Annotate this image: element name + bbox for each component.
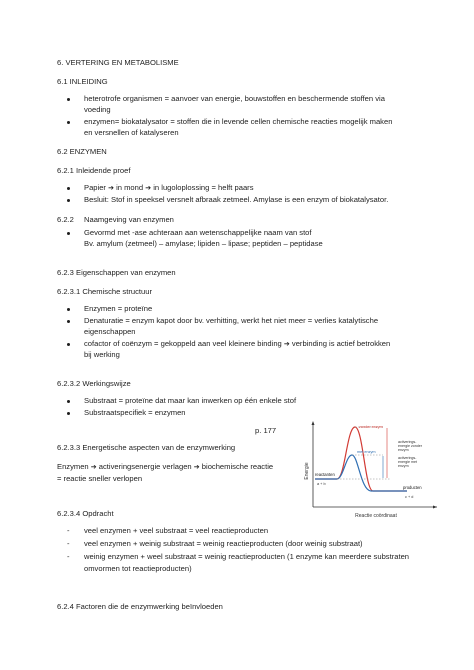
label-activering-met-1: activerings- xyxy=(398,456,417,460)
bullet xyxy=(67,187,70,190)
x-axis-label: Reactie coördinaat xyxy=(355,513,397,519)
list-item-continued: omvormen tot reactieproducten) xyxy=(84,564,192,573)
list-item xyxy=(84,183,254,194)
heading-6-2-2-title: Naamgeving van enzymen xyxy=(84,215,174,224)
label-activering-met-2: energie met xyxy=(398,460,417,464)
paragraph-line: = reactie sneller verlopen xyxy=(57,474,143,483)
list-item-continued: Bv. amylum (zetmeel) – amylase; lipiden – lipase; peptiden – peptidase xyxy=(84,239,323,248)
list-item xyxy=(84,339,390,350)
label-reactanten: reactanten xyxy=(315,472,335,477)
text: in mond xyxy=(116,183,144,192)
bullet xyxy=(67,232,70,235)
list-item: veel enzymen + veel substraat = veel reactieproducten xyxy=(84,526,269,535)
text: verbinding is actief betrokken xyxy=(291,339,391,348)
heading-6-1: 6.1 INLEIDING xyxy=(57,77,108,86)
text: activeringsenergie verlagen xyxy=(98,462,192,471)
list-item: Besluit: Stof in speeksel versnelt afbraak zetmeel. Amylase is een enzym of biokatalysator. xyxy=(84,195,389,204)
bullet xyxy=(67,412,70,415)
label-zonder-enzym: zonder enzym xyxy=(359,425,383,429)
arrow-right-icon: ➔ xyxy=(193,464,200,471)
heading-6-2-1: 6.2.1 Inleidende proef xyxy=(57,166,131,175)
list-item-continued: eigenschappen xyxy=(84,327,136,336)
dash: - xyxy=(67,526,70,535)
energy-diagram xyxy=(299,419,441,523)
bullet xyxy=(67,343,70,346)
list-item-continued: bij werking xyxy=(84,350,120,359)
label-activering-zonder-2: energie zonder xyxy=(398,444,422,448)
heading-6-2: 6.2 ENZYMEN xyxy=(57,147,107,156)
text: Papier xyxy=(84,183,106,192)
arrow-right-icon: ➔ xyxy=(283,341,290,348)
label-c-plus-d: c + d xyxy=(405,495,414,499)
list-item: Denaturatie = enzym kapot door bv. verhitting, werkt het niet meer = verlies katalytische xyxy=(84,316,379,325)
label-activering-zonder-3: enzym xyxy=(398,448,409,452)
page-reference: p. 177 xyxy=(255,426,277,435)
bullet xyxy=(67,320,70,323)
dash: - xyxy=(67,539,70,548)
dash: - xyxy=(67,552,70,561)
label-producten: producten xyxy=(403,485,422,490)
bullet xyxy=(67,121,70,124)
heading-6-2-3-3: 6.2.3.3 Energetische aspecten van de enzymwerking xyxy=(57,443,236,452)
bullet xyxy=(67,308,70,311)
label-a-plus-b: a + b xyxy=(317,482,326,486)
list-item: heterotrofe organismen = aanvoer van energie, bouwstoffen en beschermende stoffen via xyxy=(84,94,385,103)
x-axis-arrowhead xyxy=(433,506,437,509)
heading-6-2-4: 6.2.4 Factoren die de enzymwerking beïnvloeden xyxy=(57,602,223,611)
y-axis-arrowhead xyxy=(312,421,315,425)
list-item-continued: en versnellen of katalyseren xyxy=(84,128,179,137)
curve-zonder-enzym xyxy=(315,427,407,491)
heading-6-2-3-2: 6.2.3.2 Werkingswijze xyxy=(57,379,131,388)
arrow-right-icon: ➔ xyxy=(145,185,152,192)
bullet xyxy=(67,400,70,403)
heading-6-2-3: 6.2.3 Eigenschappen van enzymen xyxy=(57,268,176,277)
label-activering-zonder-1: activerings- xyxy=(398,440,417,444)
list-item: weinig enzymen + weel substraat = weinig reactieproducten (1 enzyme kan meerdere substraten xyxy=(84,552,410,561)
heading-6-2-3-1: 6.2.3.1 Chemische structuur xyxy=(57,287,152,296)
text: biochemische reactie xyxy=(201,462,274,471)
list-item: Gevormd met -ase achteraan aan wetenschappelijke naam van stof xyxy=(84,228,312,237)
arrow-right-icon: ➔ xyxy=(90,464,97,471)
list-item: enzymen= biokatalysator = stoffen die in levende cellen chemische reacties mogelijk maken xyxy=(84,117,393,126)
list-item-continued: voeding xyxy=(84,105,111,114)
label-activering-met-3: enzym xyxy=(398,464,409,468)
bullet xyxy=(67,98,70,101)
list-item: Substraatspecifiek = enzymen xyxy=(84,408,186,417)
arrow-right-icon: ➔ xyxy=(108,185,114,192)
heading-6-2-2-number: 6.2.2 xyxy=(57,215,74,224)
list-item: Enzymen = proteïne xyxy=(84,304,153,313)
paragraph-line xyxy=(57,462,273,473)
list-item: Substraat = proteïne dat maar kan inwerken op één enkele stof xyxy=(84,396,297,405)
heading-6-2-3-4: 6.2.3.4 Opdracht xyxy=(57,509,114,518)
bullet xyxy=(67,199,70,202)
list-item: veel enzymen + weinig substraat = weinig reactieproducten (door weinig substraat) xyxy=(84,539,363,548)
label-met-enzym: met enzym xyxy=(357,450,376,454)
text: in lugoloplossing = helft paars xyxy=(153,183,254,192)
y-axis-label: Energie xyxy=(304,462,310,480)
text: cofactor of coënzym = gekoppeld aan veel kleinere binding xyxy=(84,339,282,348)
heading-6: 6. VERTERING EN METABOLISME xyxy=(57,58,179,67)
text: Enzymen xyxy=(57,462,89,471)
